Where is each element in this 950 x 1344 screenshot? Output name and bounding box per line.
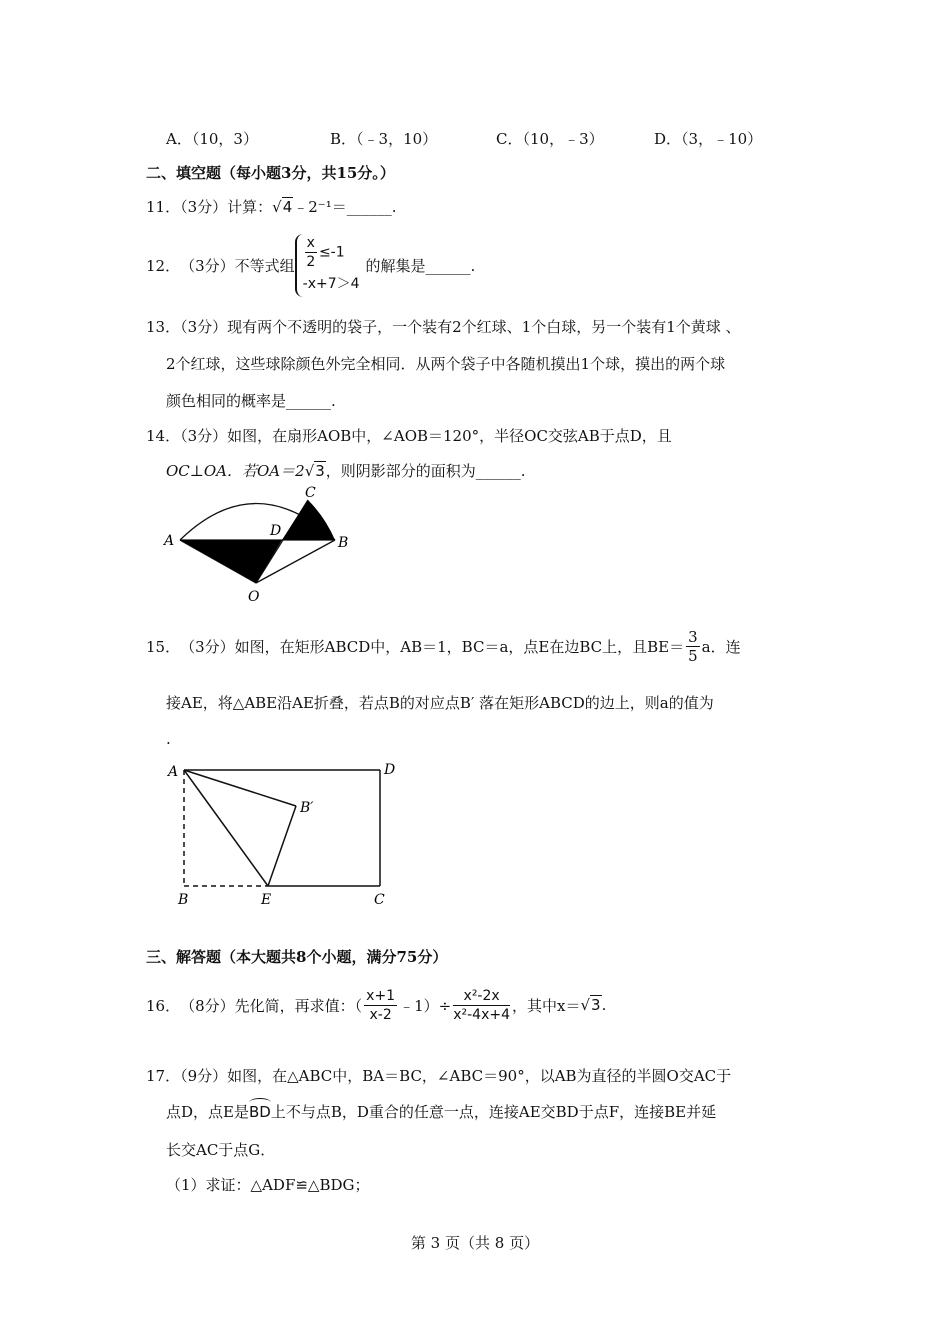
- question-13-line-2: 2个红球，这些球除颜色外完全相同．从两个袋子中各随机摸出1个球，摸出的两个球: [166, 355, 726, 373]
- question-13-line-3: 颜色相同的概率是______.: [166, 392, 336, 410]
- option-c: [496, 128, 604, 149]
- question-13-line-1: 13．（3分）现有两个不透明的袋子，一个装有2个红球、1个白球，另一个装有1个黄球 、: [146, 318, 741, 336]
- sqrt-expression: √4: [272, 198, 293, 216]
- option-letter: A．: [166, 130, 192, 148]
- option-letter: D．: [654, 130, 682, 148]
- question-score: （3分）: [180, 256, 235, 275]
- label-c: C: [374, 892, 385, 908]
- label-a: A: [164, 533, 175, 549]
- question-text: 不等式组: [234, 256, 295, 275]
- option-b: [330, 128, 437, 149]
- question-11: [146, 196, 397, 217]
- fraction-2: $\frac{\text{x²-2x}}{\text{x²-4x+4}}$: [453, 987, 510, 1023]
- label-c: C: [305, 485, 316, 501]
- label-b: B: [338, 535, 349, 551]
- question-number: 11．: [146, 198, 181, 216]
- fold-ae: [184, 770, 268, 886]
- label-b-prime: B′: [300, 800, 314, 816]
- sector-figure: [160, 485, 360, 610]
- shaded-segment-dcb: [282, 500, 335, 540]
- question-text-after: 的解集是______.: [365, 256, 476, 275]
- segment-b-prime-e: [268, 806, 296, 886]
- label-d: D: [384, 762, 396, 778]
- sqrt-expression: √3: [304, 462, 325, 480]
- label-b: B: [178, 892, 189, 908]
- option-letter: C．: [496, 130, 523, 148]
- question-15-line-1: 15． （3分） 如图，在矩形ABCD中，AB＝1，BC＝a，点E在边BC上，且BE＝ $\frac{3}{5}$ a．连: [146, 628, 741, 665]
- option-value: （﹣3，10）: [356, 130, 438, 148]
- segment-ab-prime: [184, 770, 296, 806]
- option-letter: B．: [330, 130, 357, 148]
- arc-bd: BD: [249, 1103, 271, 1121]
- question-17-line-3: 长交AC于点G．: [166, 1141, 276, 1159]
- question-text: 计算：: [227, 198, 273, 216]
- inequality-system: $\frac{x}{2}$ ≤-1 -x+7＞4: [295, 234, 360, 297]
- question-15-line-3: .: [166, 730, 171, 748]
- question-14-line-1: 14．（3分）如图，在扇形AOB中，∠AOB＝120°，半径OC交弦AB于点D，且: [146, 427, 672, 445]
- question-15-line-2: 接AE，将△ABE沿AE折叠，若点B的对应点B′ 落在矩形ABCD的边上，则a的值为: [166, 694, 714, 712]
- label-o: O: [248, 589, 260, 605]
- question-16: 16． （8分） 先化简，再求值：（ $\frac{x+1}{x-2}$ ﹣1）÷ $\frac{\text{x²-2x}}{\text{x²-4x+4}}$ ，其中x＝ √3 .: [146, 987, 607, 1023]
- option-value: （10，3）: [191, 130, 258, 148]
- question-17-line-2: 点D，点E是 BD上不与点B，D重合的任意一点，连接AE交BD于点F，连接BE并延: [166, 1101, 716, 1122]
- fraction-1: $\frac{x+1}{x-2}$: [366, 987, 396, 1023]
- option-value: （10，﹣3）: [522, 130, 604, 148]
- question-17-sub-1: （1）求证：△ADF≌△BDG；: [166, 1176, 370, 1194]
- question-text-rest: ﹣2⁻¹＝______.: [293, 198, 397, 216]
- sqrt-expression: √3: [580, 996, 601, 1014]
- option-value: （3，﹣10）: [681, 130, 763, 148]
- question-12: [146, 230, 475, 300]
- option-d: [654, 128, 762, 149]
- section-3-title: 三、解答题（本大题共8个小题，满分75分）: [146, 948, 448, 966]
- section-2-title: 二、填空题（每小题3分，共15分。）: [146, 164, 395, 182]
- label-a: A: [168, 764, 179, 780]
- fraction: $\frac{3}{5}$: [688, 628, 698, 665]
- question-17-line-1: 17．（9分）如图，在△ABC中，BA＝BC，∠ABC＝90°，以AB为直径的半圆O交AC于: [146, 1067, 732, 1085]
- rectangle-figure: [160, 758, 410, 918]
- question-score: （3分）: [180, 198, 228, 216]
- question-14-line-2: OC⊥OA．若OA＝2√3，则阴影部分的面积为______.: [166, 462, 526, 480]
- label-d: D: [270, 523, 282, 539]
- page-footer: 第 3 页（共 8 页）: [410, 1234, 540, 1252]
- label-e: E: [261, 892, 272, 908]
- question-number: 12．: [146, 256, 181, 275]
- option-a: [166, 128, 258, 149]
